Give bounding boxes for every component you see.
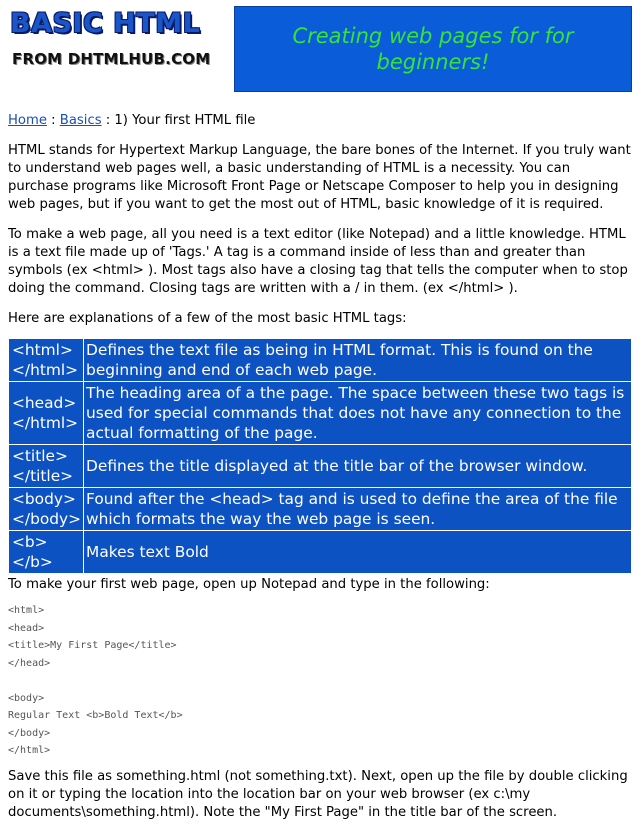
table-row bbox=[9, 339, 632, 382]
tags-table bbox=[8, 338, 632, 574]
tag-cell bbox=[9, 531, 84, 574]
intro-paragraph-3: Here are explanations of a few of the most basic HTML tags: bbox=[8, 311, 407, 326]
closing-paragraph: Save this file as something.html (not something.txt). Next, open up the file by double clicking on it or typing the location into the location bar on your web browser (ex c:\my documents\something.html). Note the "My First Page" in the title bar of the screen. bbox=[8, 768, 628, 820]
breadcrumb-basics-link[interactable]: Basics bbox=[59, 113, 102, 128]
tag-cell bbox=[9, 445, 84, 488]
tag-open: <head> bbox=[12, 394, 77, 412]
tag-open: <b> bbox=[12, 533, 48, 551]
table-row bbox=[9, 531, 632, 574]
tag-description: The heading area of a the page. The space between these two tags is used for special commands that does not have any connection to the actual formatting of the page. bbox=[84, 382, 632, 445]
intro-paragraph-1: HTML stands for Hypertext Markup Language, the bare bones of the Internet. If you truly want to understand web pages well, a basic understanding of HTML is a necessity. You can purchase programs like Microsoft Front Page or Netscape Composer to help you in designing web pages, but if you want to get the most out of HTML, basic knowledge of it is required. bbox=[8, 143, 631, 212]
tag-close: </html> bbox=[12, 414, 79, 432]
intro-paragraph-2: To make a web page, all you need is a text editor (like Notepad) and a little knowledge. HTML is a text file made up of 'Tags.' A tag is a command inside of less than and greater than symbols (ex <html> ). Most tags also have a closing tag that tells the computer when to stop doing the command. Closing tags are written with a / in them. (ex </html> ). bbox=[8, 227, 628, 296]
table-row bbox=[9, 382, 632, 445]
tag-description: Found after the <head> tag and is used to define the area of the file which formats the way the web page is seen. bbox=[84, 488, 632, 531]
page-header bbox=[0, 0, 638, 100]
tag-open: <title> bbox=[12, 447, 68, 465]
logo-title: BASIC HTML bbox=[10, 8, 201, 39]
table-row bbox=[9, 488, 632, 531]
tag-cell bbox=[9, 339, 84, 382]
code-sample: <html> <head> <title>My First Page</title> </head> <body> Regular Text <b>Bold Text</b> </body> </html> bbox=[8, 605, 183, 756]
tag-close: </html> bbox=[12, 361, 79, 379]
tag-open: <body> bbox=[12, 490, 76, 508]
breadcrumb-separator: : bbox=[46, 113, 60, 128]
table-row bbox=[9, 445, 632, 488]
site-logo[interactable] bbox=[10, 8, 210, 78]
tag-description: Defines the text file as being in HTML format. This is found on the beginning and end of each web page. bbox=[84, 339, 632, 382]
tag-description: Makes text Bold bbox=[84, 531, 632, 574]
tag-cell bbox=[9, 488, 84, 531]
tag-close: </b> bbox=[12, 553, 53, 571]
tag-cell bbox=[9, 382, 84, 445]
breadcrumb-separator: : bbox=[101, 113, 115, 128]
instructions-text: To make your first web page, open up Notepad and type in the following: bbox=[8, 577, 490, 592]
breadcrumb bbox=[8, 112, 632, 130]
main-content bbox=[8, 112, 632, 822]
tag-close: </body> bbox=[12, 510, 82, 528]
tagline-banner bbox=[234, 6, 632, 92]
tag-close: </title> bbox=[12, 467, 74, 485]
tag-open: <html> bbox=[12, 341, 73, 359]
tagline-text: Creating web pages for for beginners! bbox=[292, 24, 574, 74]
breadcrumb-home-link[interactable]: Home bbox=[8, 113, 47, 128]
logo-subtitle: FROM DHTMLHUB.COM bbox=[12, 50, 211, 68]
breadcrumb-current: 1) Your first HTML file bbox=[114, 113, 256, 128]
tag-description: Defines the title displayed at the title bar of the browser window. bbox=[84, 445, 632, 488]
